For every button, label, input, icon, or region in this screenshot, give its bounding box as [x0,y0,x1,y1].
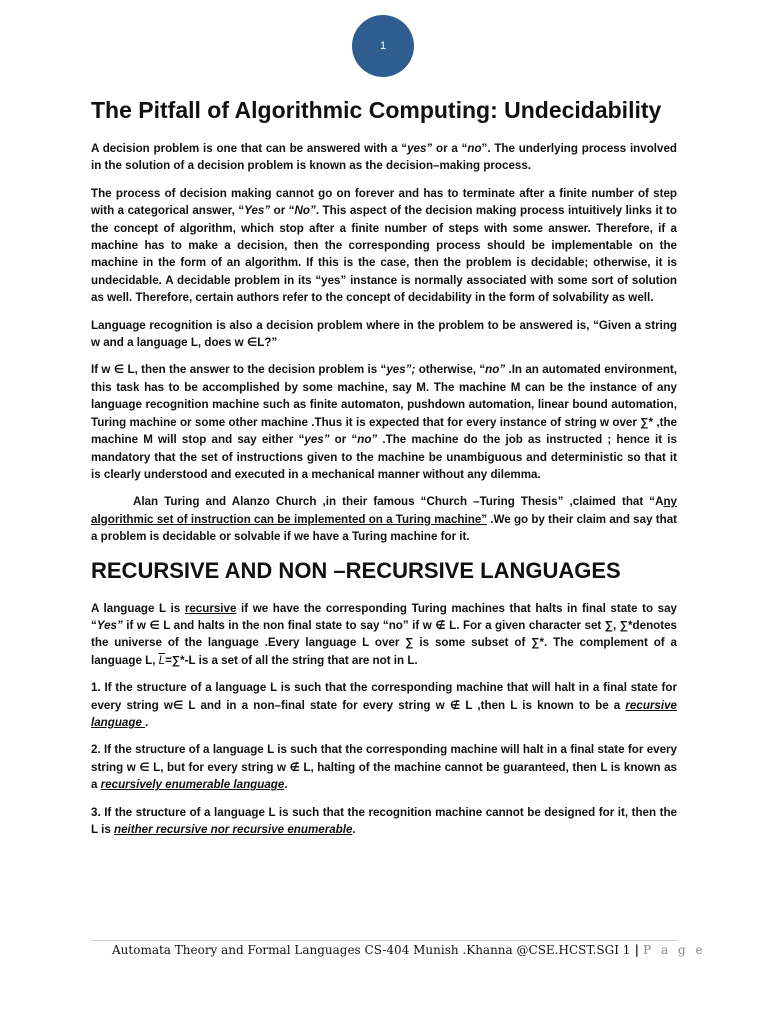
paragraph-language-recognition: Language recognition is also a decision problem where in the problem to be answered is, “Given a string w and a language L, does w ∈L?” [91,318,677,350]
paragraph-recursive-definition: A language L is recursive if we have the corresponding Turing machines that halts in final state to say “Yes” if w ∈ L and halts in the non final state to say “no” if w ∉ L. For a given character set ∑, ∑*denotes the universe of the language .Every language L over ∑ is some subset of ∑*. The complement of a language L, $\overline{L}=\sum*-L$ is a set of all the string that are not in L. [91,601,677,667]
section-heading: RECURSIVE AND NON –RECURSIVE LANGUAGES [91,557,621,583]
page-title: The Pitfall of Algorithmic Computing: Undecidability [91,97,662,123]
list-item-recursive: 1. If the structure of a language L is such that the corresponding machine that will halt in a final state for every string w∈ L and in a non–final state for every string w ∉ L ,then L is known to be a recursive language . [91,681,677,729]
footer-divider [91,940,678,941]
paragraph-machine-m: If w ∈ L, then the answer to the decision problem is “yes”; otherwise, “no” .In an automated environment, this task has to be accomplished by some machine, say M. The machine M can be the instance of any language recognition machine such as finite automaton, pushdown automation, linear bound automation, Turing machine or some other machine .Thus it is expected that for every instance of string w over ∑* ,the machine M will stop and say either “yes” or “no” .The machine do the job as instructed ; hence it is mandatory that the set of instructions given to the machine be unambiguous and deterministic so that it is clearly understood and executed in a mechanical manner without any dilemma. [91,363,677,481]
page-number-badge [352,15,414,77]
paragraph-decision-process: The process of decision making cannot go on forever and has to terminate after a finite number of step with a categorical answer, “Yes” or “No”. This aspect of the decision making process intuitively links it to the concept of algorithm, which stop after a finite number of steps with some answer. Therefore, if a machine has to make a decision, then the corresponding process should be implementable on the machine in the form of an algorithm. If this is the case, then the problem is decidable; otherwise, it is undecidable. A decidable problem in its “yes” instance is normally associated with some sort of solution as well. Therefore, certain authors refer to the concept of decidability in the form of solvability as well. [91,186,677,305]
page-footer [112,943,706,957]
footer-text: Automata Theory and Formal Languages CS-404 Munish .Khanna @CSE.HCST.SGI 1 [112,943,631,957]
list-item-neither: 3. If the structure of a language L is such that the recognition machine cannot be designed for it, then the L is neither recursive nor recursive enumerable. [91,805,677,836]
document-body [91,95,677,848]
paragraph-decision-problem: A decision problem is one that can be answered with a “yes” or a “no”. The underlying process involved in the solution of a decision problem is known as the decision–making process. [91,142,677,173]
footer-separator: | [630,943,644,957]
footer-page-label: P a g e [643,943,706,957]
page-number: 1 [379,40,387,52]
paragraph-church-turing: Alan Turing and Alanzo Church ,in their famous “Church –Turing Thesis” ,claimed that “Any algorithmic set of instruction can be implemented on a Turing machine” .We go by their claim and say that a problem is decidable or solvable if we have a Turing machine for it. [91,495,678,544]
list-item-recursively-enumerable: 2. If the structure of a language L is such that the corresponding machine will halt in a final state for every string w ∈ L, but for every string w ∉ L, halting of the machine cannot be guaranteed, then L is known as a recursively enumerable language. [91,743,677,792]
